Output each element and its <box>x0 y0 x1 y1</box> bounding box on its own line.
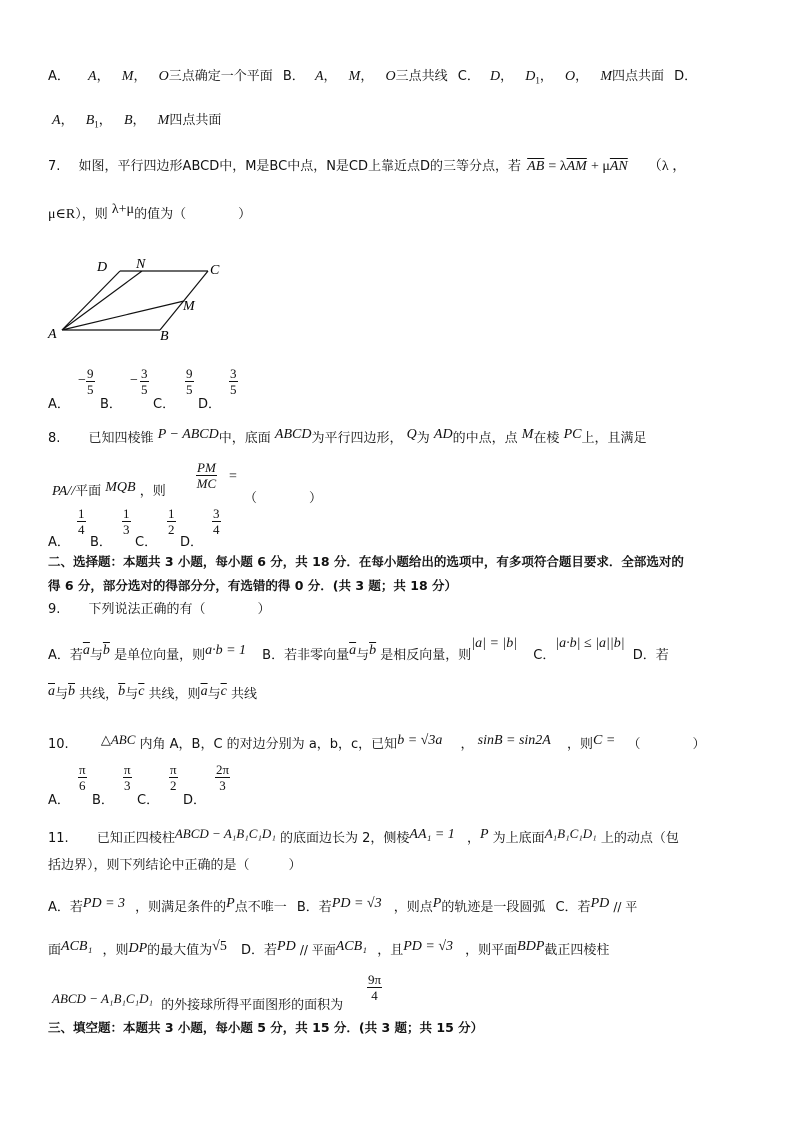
point-label: B <box>85 113 95 128</box>
q7-opt-a-label: A． <box>48 397 70 412</box>
numerator: π <box>124 762 131 777</box>
q7-stem-tail: 的值为（ ） <box>134 207 252 222</box>
numerator: 1 <box>123 506 130 521</box>
q9-text: 共线，则 <box>148 687 201 702</box>
point-label: M <box>121 69 134 84</box>
point-label: O <box>158 69 169 84</box>
q8-text: 的中点，点 <box>452 431 518 446</box>
label-B: B <box>160 329 169 344</box>
q9-opt-b-label: B．若非零向量 <box>262 648 350 663</box>
q11-opt-a-label: A．若 <box>48 900 83 915</box>
separator: ， <box>133 69 147 84</box>
point-label: M <box>600 69 612 84</box>
q11-text: 面 <box>48 943 62 958</box>
segment-AM <box>62 301 184 330</box>
question-number: 9. <box>48 602 61 617</box>
numerator: 9 <box>87 366 94 381</box>
q10-opt-a-label: A． <box>48 793 70 808</box>
vector-a: $\overline{a}$ <box>82 643 90 658</box>
plane-ACB1: ACB₁ <box>335 939 368 954</box>
point-label: D <box>489 69 501 84</box>
question-number: 8. <box>48 431 61 446</box>
q10-text: 内角 A，B，C 的对边分别为 a，b，c，已知 <box>139 737 398 752</box>
q11-opt-c-label: C．若 <box>555 900 591 915</box>
q9-text: 与 <box>356 648 370 663</box>
point-label: A <box>314 69 324 84</box>
base-ABCD: ABCD <box>274 427 312 442</box>
q10-opt-b-fraction <box>123 762 132 793</box>
q7-stem-line2 <box>48 202 252 222</box>
q8-opt-d-label: D． <box>180 535 204 550</box>
q11-formula-c: PD <box>590 896 610 911</box>
parallelogram-figure <box>44 254 234 346</box>
q11-text: 为上底面 <box>492 831 545 846</box>
q11-opt-b-label: B．若 <box>296 900 332 915</box>
equals: = <box>229 469 237 484</box>
label-C: C <box>210 263 220 278</box>
q11-text: 已知正四棱柱 <box>96 831 175 846</box>
q8-stem-line2 <box>52 480 166 499</box>
q7-opt-b-label: B． <box>100 397 122 412</box>
q7-stem-end: ），则 <box>75 207 108 222</box>
question-number: 11. <box>48 831 69 846</box>
q9-formula-c: |a·b| ≤ |a||b| <box>555 636 625 651</box>
mu-in-R: μ∈R <box>48 207 76 222</box>
q8-ratio <box>196 460 217 491</box>
denominator: 3 <box>219 778 226 793</box>
q6-options-line1 <box>48 70 697 86</box>
q9-stem <box>48 603 271 616</box>
q11-text: 截正四棱柱 <box>544 943 610 958</box>
q9-text: 共线， <box>79 687 119 702</box>
section2-header-line1: 二、选择题：本题共 3 小题，每小题 6 分，共 18 分．在每小题给出的选项中，有多项符合题目要求．全部选对的 <box>48 554 684 569</box>
q8-paren: （ ） <box>244 491 323 506</box>
q10-formula-C: C = <box>593 733 616 748</box>
numerator: 9π <box>368 972 382 987</box>
q11-text: // 平面 <box>299 943 336 957</box>
separator: ， <box>323 69 337 84</box>
q8-text: 为平行四边形， <box>311 431 403 446</box>
q9-opt-a-label: A．若 <box>48 648 83 663</box>
vector-AM: $\overline{AM}$ <box>566 159 587 174</box>
sqrt5: √5 <box>212 939 227 954</box>
vector-c: $\overline{c}$ <box>220 684 227 699</box>
q8-opt-b-label: B． <box>90 535 112 550</box>
lambda-plus-mu: λ+μ <box>111 202 135 217</box>
denominator: 5 <box>141 382 148 397</box>
q11-answer-fraction <box>367 972 382 1003</box>
edge-PC: PC <box>563 427 582 442</box>
q9-text: 共线 <box>230 687 257 702</box>
separator: ， <box>60 113 74 128</box>
q8-text: 上，且满足 <box>581 431 647 446</box>
numerator: 2π <box>216 762 230 777</box>
q6-opt-b-label: B． <box>282 69 305 84</box>
q9-text: 与 <box>125 687 139 702</box>
numerator: 1 <box>78 506 85 521</box>
vector-AN: $\overline{AN}$ <box>609 159 628 174</box>
q11-stem-line1 <box>48 826 679 846</box>
q7-opt-d-label: D． <box>198 397 222 412</box>
denominator: 3 <box>124 778 131 793</box>
q9-opt-c-label: C． <box>533 648 556 663</box>
point-label: M <box>157 113 170 128</box>
q11-text: 上的动点（包 <box>600 831 679 846</box>
q11-text: 的外接球所得平面图形的面积为 <box>161 998 344 1013</box>
q11-text: 的底面边长为 2，侧棱 <box>279 831 410 846</box>
subscript: 1 <box>535 75 540 86</box>
q11-options-line3 <box>52 991 344 1013</box>
numerator: 3 <box>230 366 237 381</box>
q9-text: 是单位向量，则 <box>114 648 206 663</box>
q10-paren: （ ） <box>627 737 706 752</box>
vector-b: $\overline{b}$ <box>102 643 110 658</box>
q9-text: 与 <box>207 687 221 702</box>
q9-options-line2 <box>48 684 257 702</box>
label-M: M <box>183 299 195 314</box>
q8-text: ，则 <box>139 484 166 499</box>
q9-text: 与 <box>55 687 69 702</box>
numerator: PM <box>197 460 216 475</box>
vector-a: $\overline{a}$ <box>48 684 55 699</box>
q11-text: ，则平面 <box>465 943 518 958</box>
q10-formula-sin: sinB = sin2A <box>477 733 551 748</box>
separator: ， <box>575 69 589 84</box>
q7-opt-b-sign: − <box>130 373 138 388</box>
point-label: O <box>565 69 576 84</box>
point-label: O <box>385 69 396 84</box>
vector-b: $\overline{b}$ <box>369 643 377 658</box>
denominator: 4 <box>213 522 220 537</box>
numerator: 3 <box>213 506 220 521</box>
q6-opt-d-text: 四点共面 <box>169 113 222 128</box>
q10-opt-c-label: C． <box>137 793 160 808</box>
point-P: P <box>479 827 489 842</box>
q11-formula-d: PD <box>277 939 296 954</box>
q10-stem <box>48 732 706 752</box>
q7-opt-c-label: C． <box>153 397 176 412</box>
q8-opt-a-label: A． <box>48 535 70 550</box>
denominator: 3 <box>123 522 130 537</box>
point-label: D <box>525 69 536 84</box>
vector-b: $\overline{b}$ <box>118 684 126 699</box>
q6-opt-a-text: 三点确定一个平面 <box>168 69 273 84</box>
vector-a: $\overline{a}$ <box>349 643 357 658</box>
numerator: 1 <box>168 506 175 521</box>
q9-options-line1 <box>48 636 669 663</box>
segment-DP: DP <box>128 941 148 956</box>
plane-MQB: MQB <box>105 480 136 495</box>
point-label: A <box>88 69 97 84</box>
q11-text: 的轨迹是一段圆弧 <box>441 900 546 915</box>
plane-ACB1: ACB₁ <box>61 939 93 954</box>
q7-opt-a-fraction <box>86 366 95 397</box>
denominator: 2 <box>168 522 175 537</box>
q6-opt-d-label: D． <box>674 69 698 84</box>
q8-text: 为 <box>416 431 430 446</box>
section2-header-line2: 得 6 分，部分选对的得部分分，有选错的得 0 分．(共 3 题；共 18 分） <box>48 578 458 593</box>
q11-options-line1 <box>48 896 638 915</box>
q11-text: 的最大值为 <box>147 943 213 958</box>
q11-text: 点不唯一 <box>234 900 287 915</box>
q7-stem: 如图，平行四边形ABCD中，M是BC中点，N是CD上靠近点D的三等分点，若 <box>78 159 522 174</box>
label-A: A <box>48 327 57 342</box>
label-N: N <box>136 257 146 272</box>
q8-opt-c-fraction <box>167 506 176 537</box>
numerator: 3 <box>141 366 148 381</box>
point-P: P <box>226 896 235 911</box>
numerator: π <box>170 762 177 777</box>
q7-opt-a-sign: − <box>78 373 86 388</box>
denominator: 6 <box>79 778 86 793</box>
q11-text: ，且 <box>377 943 404 958</box>
q11-text: ，则满足条件的 <box>135 900 227 915</box>
q11-text: // 平 <box>613 900 638 914</box>
plane-BDP: BDP <box>517 939 545 954</box>
q8-opt-b-fraction <box>122 506 131 537</box>
triangle-ABC: △ABC <box>100 732 136 747</box>
q10-opt-b-label: B． <box>92 793 114 808</box>
q9-formula-b: |a| = |b| <box>471 636 518 651</box>
separator: ， <box>500 69 514 84</box>
PA-parallel: PA// <box>52 484 76 499</box>
separator: ， <box>98 113 112 128</box>
prism-label: ABCD − A₁B₁C₁D₁ <box>174 826 276 841</box>
q11-formula-d2: PD = √3 <box>403 939 453 954</box>
q7-opt-d-fraction <box>229 366 238 397</box>
q8-opt-d-fraction <box>212 506 221 537</box>
point-Q: Q <box>406 427 417 442</box>
separator: ， <box>539 69 553 84</box>
pyramid-P-ABCD: P − ABCD <box>157 427 219 442</box>
q9-stem-text: 下列说法正确的有（ ） <box>88 602 271 617</box>
point-label: M <box>348 69 361 84</box>
point-label: B <box>123 113 133 128</box>
plus-mu: + μ <box>590 159 610 174</box>
section3-header: 三、填空题：本题共 3 小题，每小题 5 分，共 15 分．(共 3 题；共 15 分） <box>48 1020 484 1035</box>
separator: ， <box>360 69 374 84</box>
denominator: 5 <box>186 382 193 397</box>
prism-label: ABCD − A₁B₁C₁D₁ <box>52 991 153 1006</box>
vector-c: $\overline{c}$ <box>138 684 145 699</box>
vector-b: $\overline{b}$ <box>68 684 76 699</box>
q11-opt-d-label: D．若 <box>241 943 278 958</box>
separator: ， <box>460 737 474 752</box>
q9-text: 与 <box>89 648 103 663</box>
q7-opt-b-fraction <box>140 366 149 397</box>
q10-opt-a-fraction <box>78 762 87 793</box>
label-D: D <box>97 260 108 275</box>
segment-AD: AD <box>433 427 453 442</box>
point-P: P <box>432 896 442 911</box>
point-label: A <box>52 113 61 128</box>
q6-opt-b-text: 三点共线 <box>395 69 448 84</box>
q10-formula-b: b = √3a <box>397 733 443 748</box>
paren-open: （λ ， <box>647 159 687 174</box>
denominator: 4 <box>78 522 85 537</box>
separator: ， <box>132 113 146 128</box>
q9-opt-d-label: D．若 <box>632 648 669 663</box>
top-face-label: A₁B₁C₁D₁ <box>544 826 597 841</box>
q6-opt-a-label: A． <box>48 69 70 84</box>
equals-lambda: = λ <box>548 159 567 174</box>
q8-text: 在棱 <box>533 431 560 446</box>
q9-formula-a: a·b = 1 <box>205 643 247 658</box>
q7-options <box>48 398 70 411</box>
q11-formula-AA1: AA₁ = 1 <box>409 827 455 842</box>
q11-text: ， <box>466 831 480 846</box>
question-number: 7. <box>48 159 61 174</box>
q7-stem-line1 <box>48 160 686 174</box>
separator: ， <box>96 69 110 84</box>
q10-text: ，则 <box>567 737 594 752</box>
vector-a: $\overline{a}$ <box>200 684 208 699</box>
denominator: 2 <box>170 778 177 793</box>
q6-options-line2 <box>52 114 221 130</box>
segment-AN <box>62 271 142 330</box>
numerator: π <box>79 762 86 777</box>
q10-opt-d-fraction <box>215 762 230 793</box>
question-number: 10. <box>48 737 69 752</box>
numerator: 9 <box>186 366 193 381</box>
q11-formula-a: PD = 3 <box>82 896 126 911</box>
q8-stem-line1 <box>48 427 647 446</box>
q8-text: 中，底面 <box>218 431 271 446</box>
denominator: 4 <box>371 988 378 1003</box>
q10-opt-d-label: D． <box>183 793 207 808</box>
vector-AB: $\overline{AB}$ <box>527 159 545 174</box>
q11-stem-line2: 括边界），则下列结论中正确的是（ ） <box>48 858 302 873</box>
denominator: MC <box>196 476 217 491</box>
denominator: 5 <box>230 382 237 397</box>
q8-text: 平面 <box>75 484 102 499</box>
q6-opt-c-label: C． <box>457 69 480 84</box>
subscript: 1 <box>94 119 99 130</box>
q11-text: ，则点 <box>393 900 433 915</box>
edge-DA <box>62 271 120 330</box>
q11-formula-b: PD = √3 <box>331 896 382 911</box>
q7-opt-c-fraction <box>185 366 194 397</box>
q6-opt-c-text: 四点共面 <box>612 69 665 84</box>
q9-text: 是相反向量，则 <box>380 648 472 663</box>
q11-options-line2 <box>48 939 610 958</box>
q8-opt-c-label: C． <box>135 535 158 550</box>
q8-text: 已知四棱锥 <box>88 431 154 446</box>
q10-opt-c-fraction <box>169 762 178 793</box>
denominator: 5 <box>87 382 94 397</box>
point-M: M <box>521 427 534 442</box>
q8-opt-a-fraction <box>77 506 86 537</box>
q11-text: ，则 <box>102 943 129 958</box>
